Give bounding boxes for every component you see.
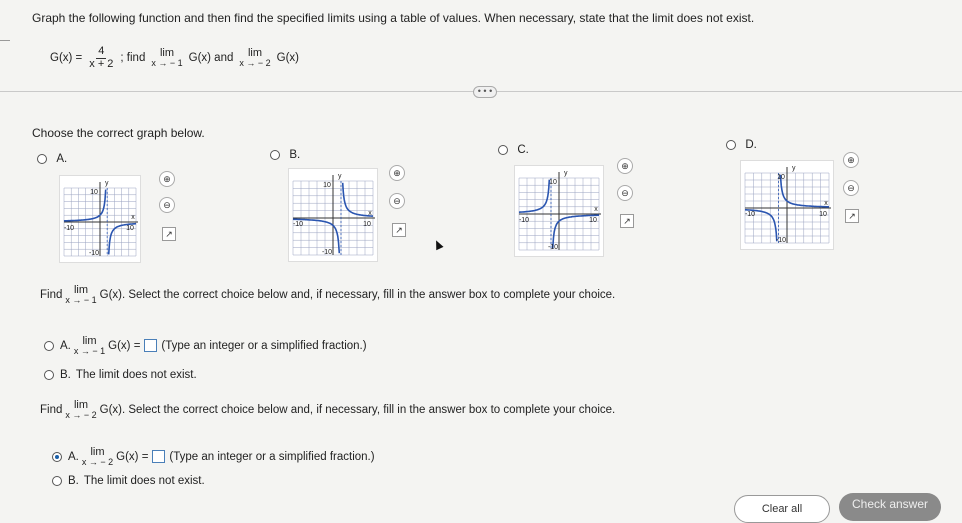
graph-b: [288, 168, 378, 262]
x-axis-label: x: [824, 200, 828, 207]
radio-q1-a[interactable]: [44, 341, 54, 351]
radio-q1-b[interactable]: [44, 370, 54, 380]
limit-2-top: lim: [247, 47, 263, 60]
q1-a-limit-top: lim: [82, 335, 97, 347]
radio-q2-a[interactable]: [52, 452, 62, 462]
zoom-out-icon[interactable]: ⊖: [843, 180, 859, 196]
tick-label: -10: [744, 211, 756, 218]
fraction-numerator: 4: [98, 45, 105, 57]
q2-expr: G(x). Select the correct choice below and, if necessary, fill in the answer box to complete your choice.: [99, 403, 616, 416]
limit-1-sub: x → − 1: [151, 58, 183, 69]
tick-label: -10: [88, 250, 100, 257]
radio-graph-b[interactable]: [270, 150, 280, 160]
limit-1-expr: G(x) and: [188, 52, 234, 65]
q2-choice-b[interactable]: [52, 475, 205, 487]
zoom-out-icon[interactable]: ⊖: [617, 185, 633, 201]
tick-label: 10: [126, 225, 134, 232]
expand-graph-icon[interactable]: ↗: [845, 209, 859, 223]
expand-dots-button[interactable]: • • •: [473, 86, 497, 98]
function-lhs: G(x) =: [50, 52, 83, 65]
expand-graph-icon[interactable]: ↗: [392, 223, 406, 237]
q1-limit-top: lim: [73, 284, 89, 296]
graph-d: [740, 160, 834, 250]
curve-branch: [64, 190, 106, 221]
q2-a-limit-sub: x → − 2: [81, 457, 114, 468]
graph-b-label: B.: [289, 148, 301, 161]
radio-graph-c[interactable]: [498, 145, 508, 155]
tick-label: -10: [292, 221, 304, 228]
tick-label: -10: [518, 217, 530, 224]
q1-find: Find: [40, 288, 63, 301]
find-text: ; find: [120, 52, 146, 65]
tick-label: 10: [589, 217, 597, 224]
radio-graph-d[interactable]: [726, 140, 736, 150]
q1-a-limit-sub: x → − 1: [73, 346, 106, 357]
q2-choice-a[interactable]: [52, 446, 375, 468]
zoom-in-icon[interactable]: ⊕: [617, 158, 633, 174]
x-axis-label: x: [131, 214, 135, 221]
tick-label: 10: [363, 221, 371, 228]
q2-answer-box[interactable]: [152, 450, 165, 463]
y-axis-label: y: [338, 173, 342, 180]
limit-1: [151, 47, 182, 69]
tick-label: -10: [63, 225, 75, 232]
graph-option-c[interactable]: [498, 142, 529, 156]
question-2-prompt: [40, 399, 615, 421]
radio-graph-a[interactable]: [37, 154, 47, 164]
tick-label: 10: [323, 182, 331, 189]
tick-label: -10: [547, 244, 559, 251]
clear-all-button[interactable]: Clear all: [734, 495, 830, 523]
graph-a-label: A.: [56, 152, 68, 165]
q2-a-limit-top: lim: [90, 446, 105, 458]
zoom-out-icon[interactable]: ⊖: [159, 197, 175, 213]
left-edge-mark: [0, 40, 10, 41]
limit-2: [239, 47, 270, 69]
graph-c-label: C.: [517, 143, 529, 156]
y-axis-label: y: [792, 165, 796, 172]
graph-option-b[interactable]: [270, 147, 300, 161]
tick-label: 10: [777, 174, 785, 181]
q2-a-hint: (Type an integer or a simplified fraction.): [169, 450, 375, 463]
q2-b-label: B.: [68, 475, 79, 487]
zoom-in-icon[interactable]: ⊕: [843, 152, 859, 168]
tick-label: -10: [775, 237, 787, 244]
question-1-prompt: [40, 284, 615, 306]
x-axis-label: x: [368, 210, 372, 217]
function-fraction: [87, 46, 115, 70]
q1-answer-box[interactable]: [144, 339, 157, 352]
q2-a-label: A.: [68, 450, 79, 463]
zoom-in-icon[interactable]: ⊕: [389, 165, 405, 181]
q1-choice-b[interactable]: [44, 369, 197, 381]
q1-limit-sub: x → − 1: [65, 295, 97, 306]
q1-b-text: The limit does not exist.: [75, 369, 197, 381]
q2-b-text: The limit does not exist.: [83, 475, 205, 487]
graph-d-label: D.: [745, 138, 757, 151]
q1-a-hint: (Type an integer or a simplified fraction.): [161, 339, 367, 352]
expand-graph-icon[interactable]: ↗: [162, 227, 176, 241]
limit-1-top: lim: [159, 47, 175, 60]
q2-find: Find: [40, 403, 63, 416]
tick-label: 10: [549, 179, 557, 186]
q1-a-label: A.: [60, 339, 71, 352]
zoom-in-icon[interactable]: ⊕: [159, 171, 175, 187]
instruction-text: Graph the following function and then find the specified limits using a table of values. When necessary, state that the limit does not exist.: [32, 11, 755, 25]
choose-prompt: Choose the correct graph below.: [32, 126, 205, 140]
check-answer-button[interactable]: Check answer: [839, 493, 941, 521]
q2-limit: [65, 399, 96, 421]
tick-label: 10: [90, 189, 98, 196]
q1-limit: [65, 284, 96, 306]
q1-b-label: B.: [60, 369, 71, 381]
graph-option-d[interactable]: [726, 137, 757, 151]
graph-option-a[interactable]: [37, 151, 67, 165]
fraction-denominator: x + 2: [89, 57, 114, 70]
y-axis-label: y: [105, 180, 109, 187]
mouse-cursor-icon: [432, 239, 443, 251]
graph-a: [59, 175, 141, 263]
tick-label: -10: [321, 249, 333, 256]
graph-c: [514, 165, 604, 257]
q2-a-limit: [82, 446, 113, 468]
q1-a-expr: G(x) =: [108, 339, 141, 352]
function-statement: [50, 46, 299, 70]
q1-choice-a[interactable]: [44, 335, 367, 357]
q2-limit-top: lim: [73, 399, 89, 411]
limit-2-sub: x → − 2: [239, 58, 271, 69]
limit-2-expr: G(x): [276, 52, 299, 65]
q2-limit-sub: x → − 2: [65, 410, 97, 421]
y-axis-label: y: [564, 170, 568, 177]
expand-graph-icon[interactable]: ↗: [620, 214, 634, 228]
q2-a-expr: G(x) =: [116, 450, 149, 463]
tick-label: 10: [819, 211, 827, 218]
curve-branch: [780, 175, 829, 207]
curve-branch: [519, 180, 549, 213]
x-axis-label: x: [594, 206, 598, 213]
q1-a-limit: [74, 335, 105, 357]
radio-q2-b[interactable]: [52, 476, 62, 486]
q1-expr: G(x). Select the correct choice below and, if necessary, fill in the answer box to complete your choice.: [99, 288, 616, 301]
zoom-out-icon[interactable]: ⊖: [389, 193, 405, 209]
